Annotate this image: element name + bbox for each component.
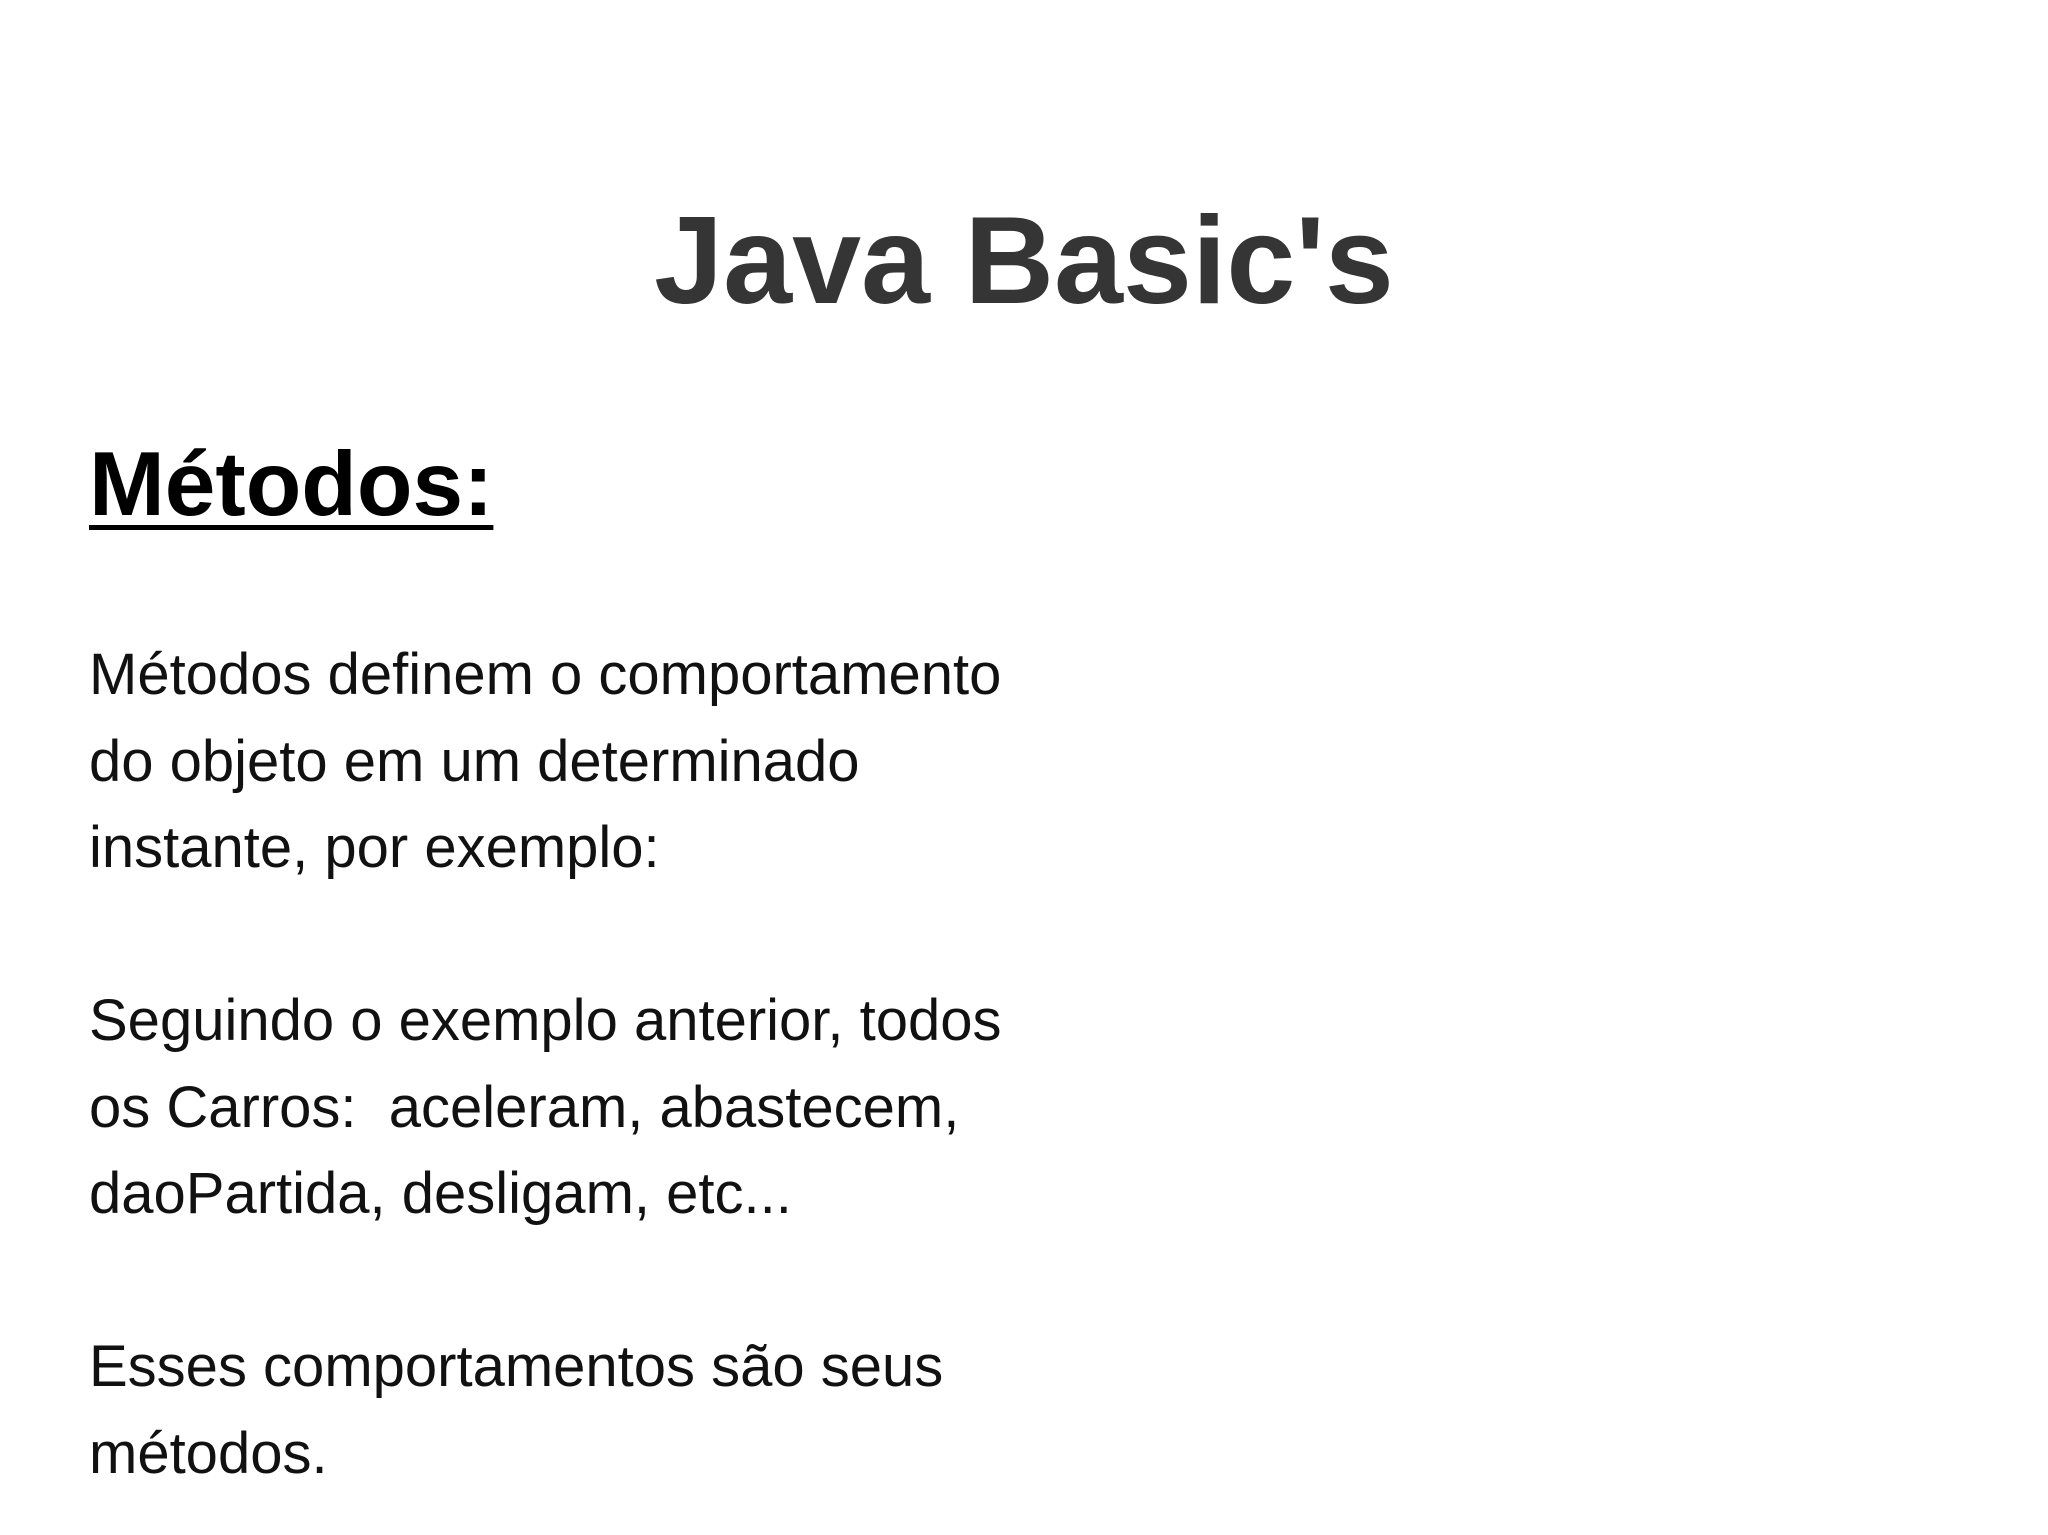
section-heading: Métodos:: [89, 434, 494, 535]
slide-title: Java Basic's: [654, 192, 1394, 330]
paragraph-line: Esses comportamentos são seus: [89, 1334, 944, 1399]
paragraph-definition: [89, 632, 1189, 892]
paragraph-line: os Carros: aceleram, abastecem,: [89, 1074, 960, 1140]
paragraph-line: do objeto em um determinado: [89, 728, 860, 794]
paragraph-conclusion: [89, 1324, 1189, 1497]
paragraph-line: instante, por exemplo:: [89, 815, 660, 880]
paragraph-line: Métodos definem o comportamento: [89, 642, 1002, 707]
paragraph-line: métodos.: [89, 1420, 328, 1486]
paragraph-line: Seguindo o exemplo anterior, todos: [89, 988, 1002, 1053]
paragraph-line: daoPartida, desligam, etc...: [89, 1161, 792, 1226]
paragraph-example: [89, 978, 1189, 1238]
body-text: [89, 632, 1189, 1497]
